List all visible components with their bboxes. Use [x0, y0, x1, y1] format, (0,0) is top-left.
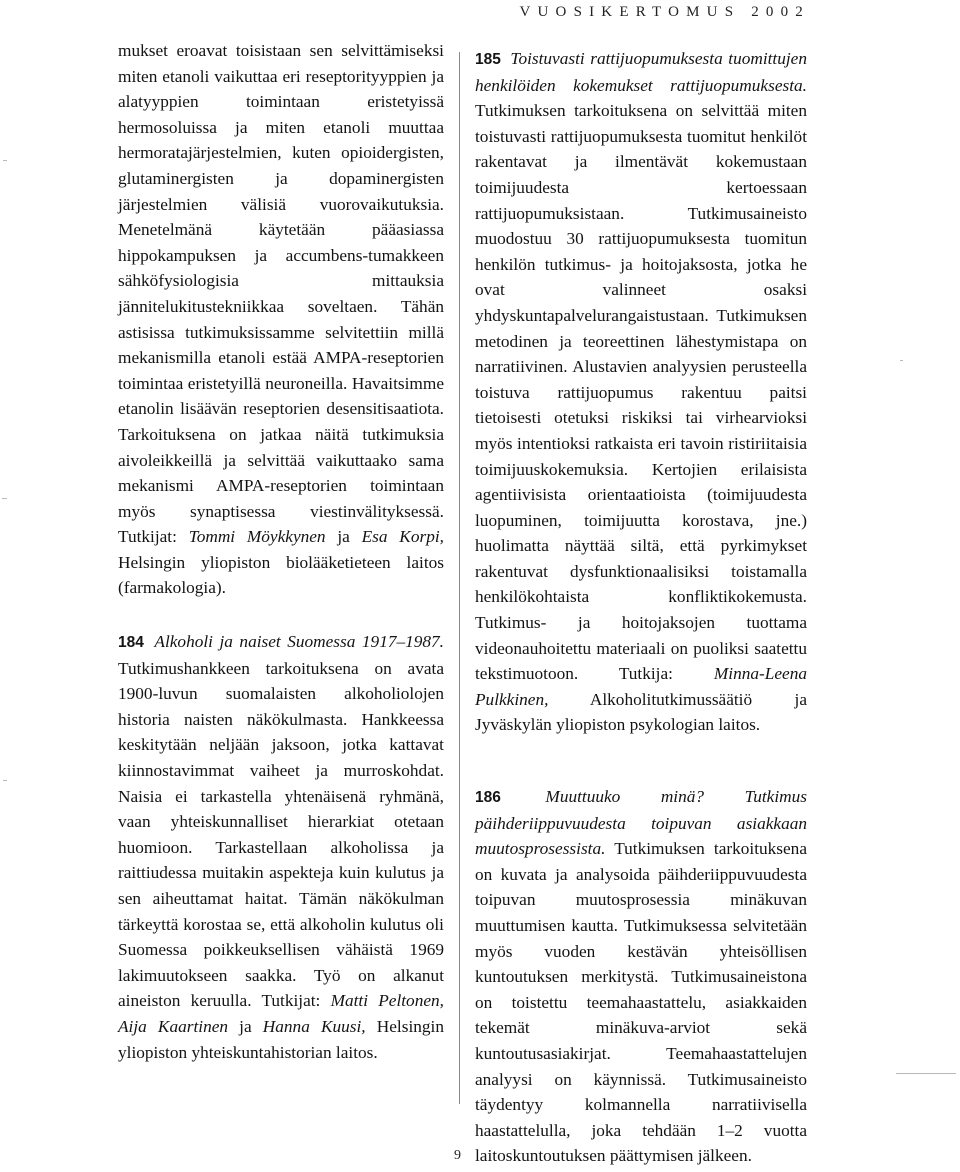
article-body: mukset eroavat toisistaan sen selvittämiseksi miten etanoli vaikuttaa eri reseptorityyppien ja alatyyppien toimintaan eristetyissä hermosoluissa ja miten etanoli muuttaa hermoratajärjestelmien, kuten opioidergisten, glutaminergisten ja dopaminergisten järjestelmien välisiä vuorovaikutuksia. Menetelmänä käytetään pääasiassa hippokampuksen ja accumbens-tumakkeen sähköfysiologisia mittauksia jännitelukitustekniikkaa soveltaen. Tähän astisissa tutkimuksissamme selvitettiin millä mekanismilla etanoli estää AMPA-reseptorien toimintaa eristetyillä neuroneilla. Havaitsimme etanolin lisäävän reseptorien desensitisaatiota. Tarkoituksena on jatkaa näitä tutkimuksia aivoleikkeillä ja selvittää vaikuttaako sama mekanismi AMPA-reseptorien toimintaan myös synaptisessa viestinvälityksessä. — [118, 41, 444, 521]
author-conjunction: ja — [239, 1016, 252, 1036]
author-names: Matti Peltonen, Aija Kaartinen — [118, 991, 444, 1036]
scan-mark — [3, 160, 7, 161]
article-185 — [475, 46, 807, 738]
institution: Alkoholitutkimussäätiö ja Jyväskylän yliopiston psykologian laitos. — [475, 689, 807, 735]
author-name: Minna-Leena Pulkkinen, — [475, 664, 807, 709]
author-conjunction: ja — [337, 527, 350, 547]
scan-mark — [2, 498, 7, 499]
left-column — [118, 38, 444, 1065]
scan-mark — [896, 1073, 956, 1074]
page-number: 9 — [454, 1148, 461, 1163]
article-number: 186 — [475, 789, 501, 807]
article-title: Alkoholi ja naiset Suomessa 1917–1987. — [154, 632, 444, 652]
researchers-label: Tutkijat: — [261, 991, 321, 1011]
article-title: Muuttuuko minä? Tutkimus päihderiippuvuudesta toipuvan asiakkaan muutosprosessista. — [475, 787, 807, 859]
article-number: 185 — [475, 51, 501, 68]
author-name: Hanna Kuusi, — [262, 1016, 366, 1036]
article-body: Tutkimuksen tarkoituksena on kuvata ja analysoida päihderiippuvuudesta toipuvan muutosprosessia minäkuvan muuttumisen kautta. Tutkimuksessa selvitetään myös vuoden kestävän yhteisöllisen kuntoutuksen merkitystä. Tutkimusaineistona on toistettu teemahaastattelu, asiakkaiden tekemät minäkuva-arviot sekä kuntoutusasiakirjat. Teemahaastattelujen analyysi on käynnissä. Tutkimusaineisto täydentyy kolmannella narratiivisella haastattelulla, joka tehdään 1–2 vuotta laitoskuntoutuksen päättymisen jälkeen. — [475, 839, 807, 1166]
article-183-continuation — [118, 38, 444, 601]
institution: Helsingin yliopiston yhteiskuntahistorian laitos. — [118, 1016, 444, 1062]
running-head: VUOSIKERTOMUS 2002 — [519, 4, 810, 20]
scan-mark — [3, 780, 7, 781]
article-body: Tutkimushankkeen tarkoituksena on avata 1900-luvun suomalaisten alkoholiolojen historia naisten näkökulmasta. Hankkeessa keskitytään neljään jaksoon, jotka kattavat kiinnostavimmat vaiheet ja murroskohdat. Naisia ei tarkastella yhtenäisenä ryhmänä, vaan yhteiskunnalliset hierarkiat otetaan huomioon. Tarkastellaan alkoholissa ja raittiudessa muitakin aspekteja kuin kulutus ja sen aiheuttamat haitat. Tämän näkökulman tärkeyttä korostaa se, että alkoholin kulutus oli Suomessa poikkeuksellisen vähäistä 1969 lakimuutokseen saakka. Työ on alkanut aineiston keruulla. — [118, 658, 444, 1011]
article-number: 184 — [118, 634, 144, 652]
author-name: Tommi Möykkynen — [188, 527, 326, 547]
article-body: Tutkimuksen tarkoituksena on selvittää miten toistuvasti rattijuopumuksesta tuomitut henkilöt rakentavat ja ilmentävät kokemustaan toimijuudesta kertoessaan rattijuopumuksistaan. Tutkimusaineisto muodostuu 30 rattijuopumuksesta tuomitun henkilön tutkimus- ja hoitojaksosta, jotka he ovat valinneet osaksi yhdyskuntapalvelurangaistustaan. Tutkimuksen metodinen ja teoreettinen lähestymistapa on narratiivinen. Alustavien analyysien perusteella toistuva rattijuopumus rakentuu paitsi tietoisesti otetuksi riskiksi tai virhearvioksi myös intentioksi ratkaista eri tavoin ristiriitaisia toimijuuskokemuksia. Kertojien erilaisista agentiivisista orientaatioista (toimijuudesta luopuminen, toimijuutta korostava, jne.) huolimatta näyttää siltä, että pyrkimykset rakentuvat dysfunktionaalisiksi toistamalla henkilökohtaista konfliktikokemusta. Tutkimus- ja hoitojaksojen tuottama videonauhoitettu materiaali on puoliksi saatettu tekstimuotoon. — [475, 101, 807, 684]
article-184 — [118, 629, 444, 1065]
author-name: Esa Korpi, — [361, 527, 444, 547]
researcher-label: Tutkija: — [618, 664, 673, 684]
column-divider — [459, 52, 460, 1104]
right-column — [475, 46, 807, 1169]
scan-mark — [900, 360, 903, 361]
article-title: Toistuvasti rattijuopumuksesta tuomittujen henkilöiden kokemukset rattijuopumuksesta. — [475, 49, 807, 95]
article-186 — [475, 784, 807, 1169]
researchers-label: Tutkijat: — [118, 527, 177, 547]
institution: Helsingin yliopiston biolääketieteen laitos (farmakologia). — [118, 552, 444, 598]
